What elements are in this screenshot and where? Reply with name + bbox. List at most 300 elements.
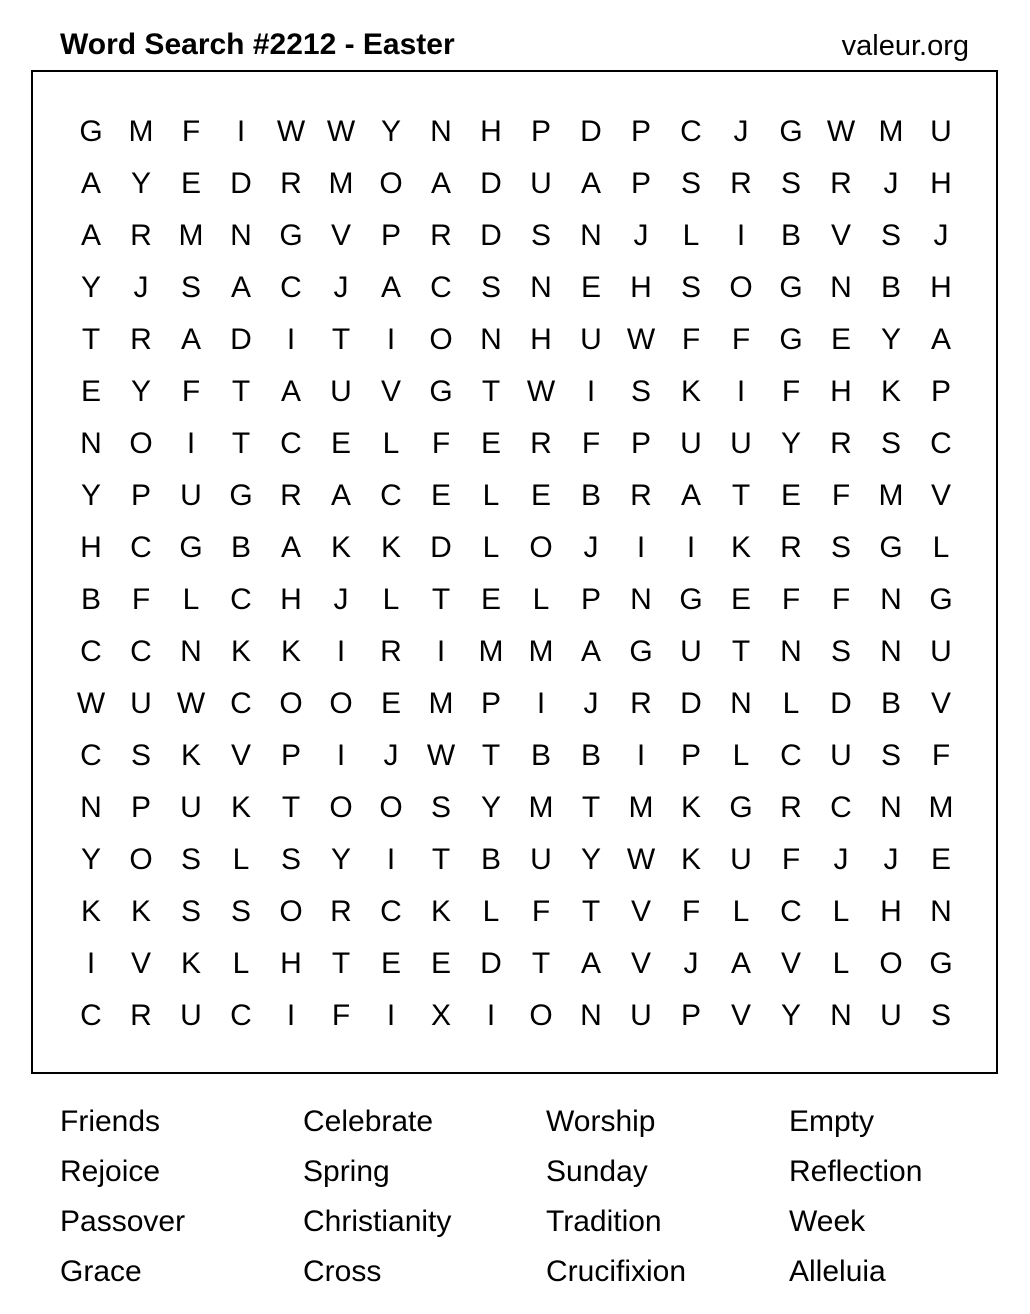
grid-letter[interactable]: U [930, 635, 952, 668]
grid-letter[interactable]: V [380, 375, 401, 408]
grid-letter[interactable]: T [581, 791, 601, 824]
grid-letter[interactable]: E [80, 375, 101, 408]
grid-letter[interactable]: G [779, 115, 803, 148]
grid-letter[interactable]: M [328, 167, 354, 200]
grid-letter[interactable]: S [130, 739, 151, 772]
grid-letter[interactable]: W [176, 687, 206, 720]
grid-letter[interactable]: C [780, 895, 802, 928]
grid-letter[interactable]: C [280, 427, 302, 460]
grid-letter[interactable]: B [780, 219, 801, 252]
grid-letter[interactable]: I [486, 999, 496, 1032]
grid-letter[interactable]: P [680, 999, 701, 1032]
grid-letter[interactable]: Y [130, 375, 151, 408]
grid-letter[interactable]: S [830, 531, 851, 564]
grid-letter[interactable]: S [680, 271, 701, 304]
grid-letter[interactable]: R [130, 999, 152, 1032]
grid-letter[interactable]: K [180, 947, 201, 980]
grid-letter[interactable]: C [130, 531, 152, 564]
grid-letter[interactable]: S [530, 219, 551, 252]
grid-letter[interactable]: L [232, 843, 250, 876]
grid-letter[interactable]: N [80, 427, 102, 460]
grid-letter[interactable]: C [380, 479, 402, 512]
grid-letter[interactable]: U [530, 167, 552, 200]
grid-letter[interactable]: F [831, 583, 851, 616]
grid-letter[interactable]: L [732, 739, 750, 772]
grid-letter[interactable]: D [230, 323, 252, 356]
grid-letter[interactable]: O [379, 791, 403, 824]
grid-letter[interactable]: G [679, 583, 703, 616]
grid-letter[interactable]: S [180, 843, 201, 876]
grid-letter[interactable]: G [879, 531, 903, 564]
grid-letter[interactable]: L [732, 895, 750, 928]
grid-letter[interactable]: F [831, 479, 851, 512]
grid-letter[interactable]: T [331, 947, 351, 980]
grid-letter[interactable]: R [330, 895, 352, 928]
grid-letter[interactable]: R [830, 427, 852, 460]
grid-letter[interactable]: F [681, 323, 701, 356]
grid-letter[interactable]: F [781, 843, 801, 876]
grid-letter[interactable]: C [930, 427, 952, 460]
grid-letter[interactable]: N [830, 999, 852, 1032]
grid-letter[interactable]: I [286, 999, 296, 1032]
grid-letter[interactable]: E [480, 427, 501, 460]
grid-letter[interactable]: C [780, 739, 802, 772]
grid-letter[interactable]: K [880, 375, 901, 408]
grid-letter[interactable]: P [630, 427, 651, 460]
grid-letter[interactable]: D [480, 947, 502, 980]
grid-letter[interactable]: U [180, 999, 202, 1032]
grid-letter[interactable]: A [430, 167, 451, 200]
grid-letter[interactable]: R [780, 531, 802, 564]
grid-letter[interactable]: C [230, 687, 252, 720]
grid-letter[interactable]: U [530, 843, 552, 876]
grid-letter[interactable]: S [880, 219, 901, 252]
grid-letter[interactable]: N [580, 999, 602, 1032]
grid-letter[interactable]: C [230, 999, 252, 1032]
grid-letter[interactable]: N [730, 687, 752, 720]
grid-letter[interactable]: L [832, 947, 850, 980]
grid-letter[interactable]: D [230, 167, 252, 200]
grid-letter[interactable]: V [830, 219, 851, 252]
grid-letter[interactable]: R [430, 219, 452, 252]
grid-letter[interactable]: H [630, 271, 652, 304]
grid-letter[interactable]: N [580, 219, 602, 252]
grid-letter[interactable]: Y [580, 843, 601, 876]
grid-letter[interactable]: P [630, 167, 651, 200]
grid-letter[interactable]: U [330, 375, 352, 408]
grid-letter[interactable]: A [330, 479, 351, 512]
grid-letter[interactable]: N [430, 115, 452, 148]
grid-letter[interactable]: U [580, 323, 602, 356]
grid-letter[interactable]: I [436, 635, 446, 668]
grid-letter[interactable]: T [431, 583, 451, 616]
grid-letter[interactable]: P [130, 479, 151, 512]
grid-letter[interactable]: R [130, 323, 152, 356]
grid-letter[interactable]: Y [80, 843, 101, 876]
grid-letter[interactable]: I [336, 739, 346, 772]
grid-letter[interactable]: H [80, 531, 102, 564]
grid-letter[interactable]: F [681, 895, 701, 928]
grid-letter[interactable]: H [530, 323, 552, 356]
grid-letter[interactable]: G [179, 531, 203, 564]
grid-letter[interactable]: N [530, 271, 552, 304]
grid-letter[interactable]: O [379, 167, 403, 200]
grid-letter[interactable]: E [180, 167, 201, 200]
grid-letter[interactable]: I [336, 635, 346, 668]
grid-letter[interactable]: A [280, 531, 301, 564]
grid-letter[interactable]: O [279, 895, 303, 928]
grid-letter[interactable]: J [383, 739, 399, 772]
grid-letter[interactable]: K [80, 895, 101, 928]
grid-letter[interactable]: D [830, 687, 852, 720]
grid-letter[interactable]: K [730, 531, 751, 564]
grid-letter[interactable]: S [680, 167, 701, 200]
grid-letter[interactable]: Y [780, 999, 801, 1032]
grid-letter[interactable]: O [529, 531, 553, 564]
grid-letter[interactable]: D [680, 687, 702, 720]
grid-letter[interactable]: K [680, 791, 701, 824]
grid-letter[interactable]: F [581, 427, 601, 460]
grid-letter[interactable]: E [780, 479, 801, 512]
grid-letter[interactable]: Y [880, 323, 901, 356]
grid-letter[interactable]: I [386, 843, 396, 876]
grid-letter[interactable]: E [530, 479, 551, 512]
grid-letter[interactable]: W [626, 843, 656, 876]
grid-letter[interactable]: B [230, 531, 251, 564]
grid-letter[interactable]: U [680, 427, 702, 460]
grid-letter[interactable]: W [826, 115, 856, 148]
grid-letter[interactable]: D [480, 167, 502, 200]
grid-letter[interactable]: V [230, 739, 251, 772]
grid-letter[interactable]: R [830, 167, 852, 200]
grid-letter[interactable]: L [482, 895, 500, 928]
grid-letter[interactable]: L [232, 947, 250, 980]
grid-letter[interactable]: J [683, 947, 699, 980]
grid-letter[interactable]: S [230, 895, 251, 928]
grid-letter[interactable]: Y [330, 843, 351, 876]
grid-letter[interactable]: H [930, 271, 952, 304]
grid-letter[interactable]: E [830, 323, 851, 356]
grid-letter[interactable]: V [130, 947, 151, 980]
grid-letter[interactable]: J [633, 219, 649, 252]
grid-letter[interactable]: R [730, 167, 752, 200]
grid-letter[interactable]: K [330, 531, 351, 564]
grid-letter[interactable]: S [880, 427, 901, 460]
grid-letter[interactable]: H [930, 167, 952, 200]
grid-letter[interactable]: T [431, 843, 451, 876]
grid-letter[interactable]: G [429, 375, 453, 408]
grid-letter[interactable]: J [333, 583, 349, 616]
grid-letter[interactable]: F [331, 999, 351, 1032]
grid-letter[interactable]: W [526, 375, 556, 408]
grid-letter[interactable]: N [930, 895, 952, 928]
grid-letter[interactable]: O [329, 791, 353, 824]
grid-letter[interactable]: I [386, 323, 396, 356]
grid-letter[interactable]: F [531, 895, 551, 928]
grid-letter[interactable]: M [428, 687, 454, 720]
grid-letter[interactable]: S [430, 791, 451, 824]
grid-letter[interactable]: V [730, 999, 751, 1032]
grid-letter[interactable]: P [380, 219, 401, 252]
grid-letter[interactable]: S [630, 375, 651, 408]
grid-letter[interactable]: C [80, 999, 102, 1032]
grid-letter[interactable]: V [930, 687, 951, 720]
grid-letter[interactable]: D [430, 531, 452, 564]
grid-letter[interactable]: A [180, 323, 201, 356]
grid-letter[interactable]: H [830, 375, 852, 408]
grid-letter[interactable]: T [281, 791, 301, 824]
grid-letter[interactable]: A [580, 947, 601, 980]
grid-letter[interactable]: F [181, 115, 201, 148]
grid-letter[interactable]: M [928, 791, 954, 824]
grid-letter[interactable]: U [130, 687, 152, 720]
grid-letter[interactable]: A [80, 167, 101, 200]
grid-letter[interactable]: I [586, 375, 596, 408]
grid-letter[interactable]: A [380, 271, 401, 304]
grid-letter[interactable]: E [380, 687, 401, 720]
grid-letter[interactable]: O [429, 323, 453, 356]
grid-letter[interactable]: T [531, 947, 551, 980]
grid-letter[interactable]: S [280, 843, 301, 876]
grid-letter[interactable]: S [780, 167, 801, 200]
grid-letter[interactable]: O [279, 687, 303, 720]
grid-letter[interactable]: C [430, 271, 452, 304]
grid-letter[interactable]: L [382, 583, 400, 616]
grid-letter[interactable]: B [480, 843, 501, 876]
grid-letter[interactable]: J [733, 115, 749, 148]
grid-letter[interactable]: I [536, 687, 546, 720]
grid-letter[interactable]: F [131, 583, 151, 616]
grid-letter[interactable]: R [280, 167, 302, 200]
grid-letter[interactable]: T [731, 635, 751, 668]
grid-letter[interactable]: S [180, 271, 201, 304]
grid-letter[interactable]: B [880, 687, 901, 720]
grid-letter[interactable]: M [478, 635, 504, 668]
grid-letter[interactable]: K [230, 791, 251, 824]
grid-letter[interactable]: I [286, 323, 296, 356]
grid-letter[interactable]: Y [780, 427, 801, 460]
grid-letter[interactable]: K [230, 635, 251, 668]
grid-letter[interactable]: J [583, 687, 599, 720]
grid-letter[interactable]: B [580, 479, 601, 512]
grid-letter[interactable]: B [880, 271, 901, 304]
grid-letter[interactable]: O [129, 427, 153, 460]
grid-letter[interactable]: A [930, 323, 951, 356]
grid-letter[interactable]: U [830, 739, 852, 772]
grid-letter[interactable]: K [430, 895, 451, 928]
grid-letter[interactable]: K [380, 531, 401, 564]
grid-letter[interactable]: C [830, 791, 852, 824]
grid-letter[interactable]: G [779, 323, 803, 356]
grid-letter[interactable]: D [480, 219, 502, 252]
grid-letter[interactable]: C [380, 895, 402, 928]
grid-letter[interactable]: G [279, 219, 303, 252]
grid-letter[interactable]: B [530, 739, 551, 772]
grid-letter[interactable]: T [81, 323, 101, 356]
grid-letter[interactable]: A [680, 479, 701, 512]
grid-letter[interactable]: M [878, 115, 904, 148]
grid-letter[interactable]: M [528, 635, 554, 668]
grid-letter[interactable]: N [880, 583, 902, 616]
grid-letter[interactable]: W [426, 739, 456, 772]
grid-letter[interactable]: N [630, 583, 652, 616]
grid-letter[interactable]: H [280, 947, 302, 980]
grid-letter[interactable]: G [729, 791, 753, 824]
grid-letter[interactable]: M [178, 219, 204, 252]
grid-letter[interactable]: P [680, 739, 701, 772]
grid-letter[interactable]: O [879, 947, 903, 980]
grid-letter[interactable]: R [380, 635, 402, 668]
grid-letter[interactable]: R [530, 427, 552, 460]
grid-letter[interactable]: W [76, 687, 106, 720]
grid-letter[interactable]: F [781, 375, 801, 408]
grid-letter[interactable]: V [630, 895, 651, 928]
grid-letter[interactable]: A [280, 375, 301, 408]
grid-letter[interactable]: Y [380, 115, 401, 148]
grid-letter[interactable]: F [931, 739, 951, 772]
grid-letter[interactable]: Y [130, 167, 151, 200]
grid-letter[interactable]: U [180, 479, 202, 512]
grid-letter[interactable]: J [933, 219, 949, 252]
grid-letter[interactable]: T [231, 427, 251, 460]
grid-letter[interactable]: K [680, 375, 701, 408]
grid-letter[interactable]: H [280, 583, 302, 616]
grid-letter[interactable]: P [930, 375, 951, 408]
grid-letter[interactable]: K [280, 635, 301, 668]
grid-letter[interactable]: K [180, 739, 201, 772]
grid-letter[interactable]: S [830, 635, 851, 668]
grid-letter[interactable]: R [630, 687, 652, 720]
grid-letter[interactable]: P [480, 687, 501, 720]
grid-letter[interactable]: F [781, 583, 801, 616]
grid-letter[interactable]: V [630, 947, 651, 980]
grid-letter[interactable]: I [736, 219, 746, 252]
grid-letter[interactable]: H [880, 895, 902, 928]
grid-letter[interactable]: I [236, 115, 246, 148]
grid-letter[interactable]: X [430, 999, 451, 1032]
grid-letter[interactable]: P [630, 115, 651, 148]
grid-letter[interactable]: J [333, 271, 349, 304]
grid-letter[interactable]: I [186, 427, 196, 460]
grid-letter[interactable]: F [731, 323, 751, 356]
grid-letter[interactable]: R [630, 479, 652, 512]
grid-letter[interactable]: I [636, 531, 646, 564]
grid-letter[interactable]: K [130, 895, 151, 928]
grid-letter[interactable]: L [482, 531, 500, 564]
grid-letter[interactable]: P [530, 115, 551, 148]
grid-letter[interactable]: T [231, 375, 251, 408]
grid-letter[interactable]: U [180, 791, 202, 824]
grid-letter[interactable]: O [529, 999, 553, 1032]
grid-letter[interactable]: E [330, 427, 351, 460]
grid-letter[interactable]: C [130, 635, 152, 668]
grid-letter[interactable]: N [480, 323, 502, 356]
grid-letter[interactable]: L [182, 583, 200, 616]
grid-letter[interactable]: S [180, 895, 201, 928]
grid-letter[interactable]: L [832, 895, 850, 928]
grid-letter[interactable]: O [329, 687, 353, 720]
grid-letter[interactable]: C [230, 583, 252, 616]
grid-letter[interactable]: I [686, 531, 696, 564]
grid-letter[interactable]: N [780, 635, 802, 668]
grid-letter[interactable]: I [636, 739, 646, 772]
grid-letter[interactable]: N [80, 791, 102, 824]
grid-letter[interactable]: R [280, 479, 302, 512]
grid-letter[interactable]: J [883, 167, 899, 200]
grid-letter[interactable]: J [133, 271, 149, 304]
grid-letter[interactable]: F [431, 427, 451, 460]
grid-letter[interactable]: N [880, 791, 902, 824]
grid-letter[interactable]: S [480, 271, 501, 304]
grid-letter[interactable]: V [330, 219, 351, 252]
grid-letter[interactable]: V [780, 947, 801, 980]
grid-letter[interactable]: A [230, 271, 251, 304]
grid-letter[interactable]: N [880, 635, 902, 668]
grid-letter[interactable]: J [883, 843, 899, 876]
grid-letter[interactable]: L [382, 427, 400, 460]
grid-letter[interactable]: G [629, 635, 653, 668]
grid-letter[interactable]: C [80, 739, 102, 772]
grid-letter[interactable]: E [480, 583, 501, 616]
grid-letter[interactable]: P [130, 791, 151, 824]
grid-letter[interactable]: L [482, 479, 500, 512]
grid-letter[interactable]: U [730, 843, 752, 876]
grid-letter[interactable]: Y [80, 271, 101, 304]
grid-letter[interactable]: G [79, 115, 103, 148]
grid-letter[interactable]: W [626, 323, 656, 356]
grid-letter[interactable]: J [833, 843, 849, 876]
grid-letter[interactable]: U [880, 999, 902, 1032]
grid-letter[interactable]: N [180, 635, 202, 668]
grid-letter[interactable]: E [930, 843, 951, 876]
grid-letter[interactable]: P [280, 739, 301, 772]
grid-letter[interactable]: I [86, 947, 96, 980]
grid-letter[interactable]: E [730, 583, 751, 616]
grid-letter[interactable]: A [580, 167, 601, 200]
grid-letter[interactable]: Y [80, 479, 101, 512]
grid-letter[interactable]: K [680, 843, 701, 876]
grid-letter[interactable]: E [430, 947, 451, 980]
grid-letter[interactable]: L [682, 219, 700, 252]
grid-letter[interactable]: S [880, 739, 901, 772]
grid-letter[interactable]: L [532, 583, 550, 616]
grid-letter[interactable]: U [730, 427, 752, 460]
grid-letter[interactable]: O [129, 843, 153, 876]
grid-letter[interactable]: I [736, 375, 746, 408]
grid-letter[interactable]: D [580, 115, 602, 148]
grid-letter[interactable]: T [481, 739, 501, 772]
grid-letter[interactable]: M [528, 791, 554, 824]
grid-letter[interactable]: G [779, 271, 803, 304]
grid-letter[interactable]: E [380, 947, 401, 980]
grid-letter[interactable]: F [181, 375, 201, 408]
grid-letter[interactable]: R [130, 219, 152, 252]
grid-letter[interactable]: M [878, 479, 904, 512]
grid-letter[interactable]: M [128, 115, 154, 148]
grid-letter[interactable]: C [680, 115, 702, 148]
grid-letter[interactable]: U [630, 999, 652, 1032]
grid-letter[interactable]: R [780, 791, 802, 824]
grid-letter[interactable]: W [326, 115, 356, 148]
grid-letter[interactable]: I [386, 999, 396, 1032]
grid-letter[interactable]: Y [480, 791, 501, 824]
grid-letter[interactable]: U [680, 635, 702, 668]
grid-letter[interactable]: C [280, 271, 302, 304]
grid-letter[interactable]: C [80, 635, 102, 668]
grid-letter[interactable]: W [276, 115, 306, 148]
grid-letter[interactable]: H [480, 115, 502, 148]
grid-letter[interactable]: T [481, 375, 501, 408]
